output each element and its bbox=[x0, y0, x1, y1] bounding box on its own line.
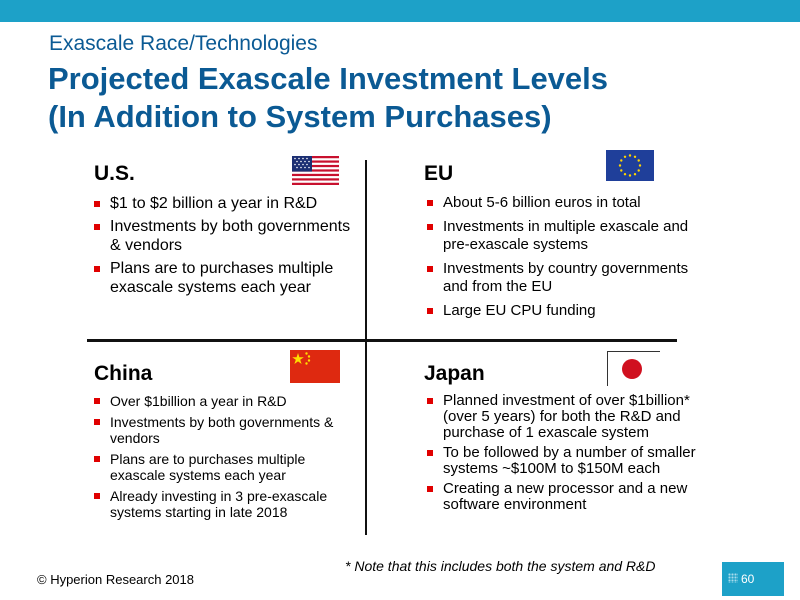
section-kicker: Exascale Race/Technologies bbox=[49, 32, 318, 55]
us-bullet-list bbox=[92, 194, 354, 301]
page-number: 60 bbox=[741, 572, 755, 586]
china-flag-icon bbox=[290, 350, 340, 383]
us-bullet-1: $1 to $2 billion a year in R&D bbox=[92, 194, 354, 213]
slide-title bbox=[48, 60, 608, 136]
china-bullet-1: Over $1billion a year in R&D bbox=[92, 393, 354, 409]
us-flag-icon bbox=[292, 156, 339, 185]
eu-bullet-4: Large EU CPU funding bbox=[425, 302, 695, 320]
china-heading: China bbox=[94, 362, 153, 385]
slide-title-line-1: Projected Exascale Investment Levels bbox=[48, 61, 609, 96]
china-bullet-list bbox=[92, 393, 354, 525]
china-bullet-2: Investments by both governments & vendors bbox=[92, 414, 354, 446]
japan-flag-icon bbox=[607, 351, 660, 386]
copyright-text: © Hyperion Research 2018 bbox=[37, 572, 194, 587]
us-heading: U.S. bbox=[94, 162, 135, 185]
china-bullet-3: Plans are to purchases multiple exascale systems each year bbox=[92, 451, 354, 483]
japan-heading: Japan bbox=[424, 362, 485, 385]
us-bullet-3: Plans are to purchases multiple exascale systems each year bbox=[92, 259, 354, 297]
eu-bullet-2: Investments in multiple exascale and pre-exascale systems bbox=[425, 218, 695, 254]
footnote: * Note that this includes both the system and R&D bbox=[345, 558, 656, 574]
dots-icon bbox=[728, 573, 738, 583]
eu-bullet-1: About 5-6 billion euros in total bbox=[425, 194, 695, 212]
china-bullet-4: Already investing in 3 pre-exascale systems starting in late 2018 bbox=[92, 488, 354, 520]
eu-heading: EU bbox=[424, 162, 454, 185]
japan-bullet-3: Creating a new processor and a new software environment bbox=[425, 481, 697, 513]
us-bullet-2: Investments by both governments & vendors bbox=[92, 217, 354, 255]
eu-bullet-3: Investments by country governments and from the EU bbox=[425, 260, 695, 296]
slide-title-line-2: (In Addition to System Purchases) bbox=[48, 99, 552, 134]
quadrant-vertical-divider bbox=[365, 160, 367, 535]
eu-flag-icon bbox=[606, 150, 654, 181]
japan-bullet-2: To be followed by a number of smaller systems ~$100M to $150M each bbox=[425, 445, 697, 477]
eu-bullet-list bbox=[425, 194, 695, 326]
japan-bullet-list bbox=[425, 393, 697, 517]
top-accent-bar bbox=[0, 0, 800, 22]
japan-bullet-1: Planned investment of over $1billion* (over 5 years) for both the R&D and purchase of 1 exascale system bbox=[425, 393, 697, 441]
quadrant-horizontal-divider bbox=[87, 339, 677, 342]
page-number-badge bbox=[722, 562, 784, 596]
